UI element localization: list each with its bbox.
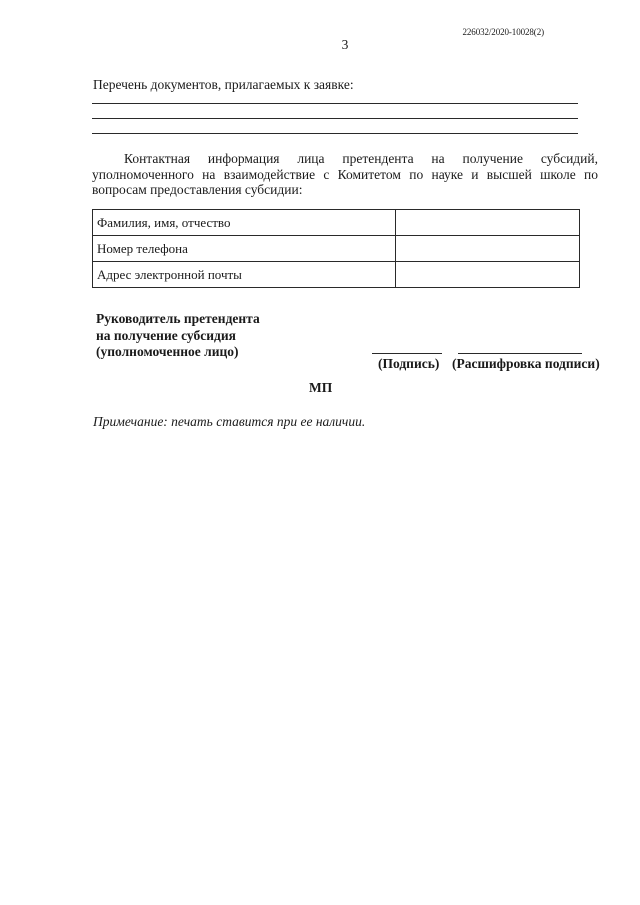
signature-label: (Подпись) <box>378 356 440 371</box>
head-block-line: Руководитель претендента <box>96 311 260 326</box>
table-cell-value <box>396 210 580 236</box>
documents-list-heading: Перечень документов, прилагаемых к заявке: <box>93 77 354 92</box>
head-of-applicant-block <box>96 311 260 361</box>
table-cell-value <box>396 236 580 262</box>
head-block-line: на получение субсидия <box>96 327 236 343</box>
documents-fill-line-1 <box>92 103 578 104</box>
table-row <box>93 236 580 262</box>
signature-decoding-label: (Расшифровка подписи) <box>452 356 600 371</box>
note-text: Примечание: печать ставится при ее наличии. <box>93 414 366 429</box>
head-block-line: (уполномоченное лицо) <box>96 344 239 359</box>
signature-decoding-line <box>458 353 582 354</box>
document-id: 226032/2020-10028(2) <box>462 27 544 37</box>
table-cell-label: Номер телефона <box>93 236 396 262</box>
table-cell-value <box>396 262 580 288</box>
table-cell-label: Фамилия, имя, отчество <box>93 210 396 236</box>
documents-fill-line-2 <box>92 118 578 119</box>
contact-intro-paragraph: Контактная информация лица претендента на получение субсидий, уполномоченного на взаимодействие с Комитетом по науке и высшей школе по вопросам предоставления субсидии: <box>92 151 598 197</box>
signature-line <box>372 353 442 354</box>
page-number: 3 <box>341 37 349 52</box>
documents-fill-line-3 <box>92 133 578 134</box>
contact-info-table <box>92 209 580 288</box>
table-cell-label: Адрес электронной почты <box>93 262 396 288</box>
stamp-label: МП <box>309 380 333 395</box>
table-row <box>93 262 580 288</box>
table-row <box>93 210 580 236</box>
